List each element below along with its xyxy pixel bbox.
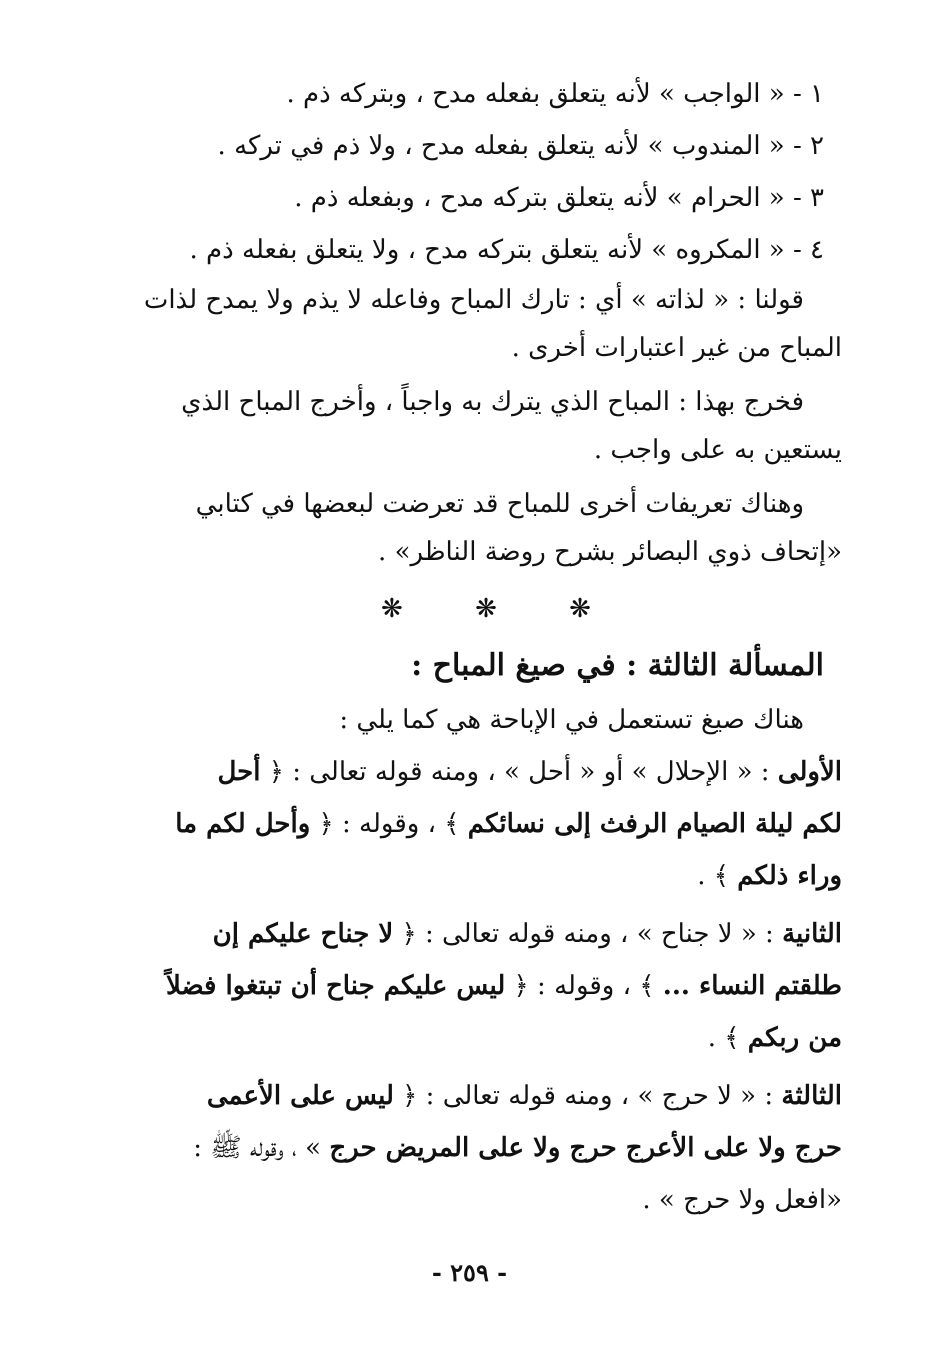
- asterism-glyph: ❋: [569, 594, 591, 624]
- list-item: ٢ - « المندوب » لأنه يتعلق بفعله مدح ، ولا ذم في تركه .: [217, 131, 824, 161]
- quran-text: لا جناح عليكم إن: [212, 919, 394, 949]
- form-text: ﴾ ، وقوله : ﴿: [310, 809, 468, 839]
- form-text: ﴾ ، وقوله : ﴿: [505, 971, 663, 1001]
- form-text: : « لا حرج » ، ومنه قوله تعالى : ﴿: [393, 1081, 782, 1111]
- paragraph-line: [130, 1070, 842, 1122]
- paragraph-line: المباح من غير اعتبارات أخرى .: [511, 333, 842, 363]
- intro-line: هناك صيغ تستعمل في الإباحة هي كما يلي :: [339, 705, 804, 735]
- asterism-glyph: ❋: [475, 594, 497, 624]
- quran-text: أحل: [217, 757, 261, 787]
- paragraph-line: فخرج بهذا : المباح الذي يترك به واجباً ، وأخرج المباح الذي: [181, 387, 804, 417]
- paragraph-line: «إتحاف ذوي البصائر بشرح روضة الناظر» .: [378, 537, 842, 567]
- paragraph-line: [130, 746, 842, 798]
- page-body: [130, 68, 842, 1232]
- form-second: [130, 908, 842, 1064]
- form-third: [130, 1070, 842, 1226]
- quran-text: ليس عليكم جناح أن تبتغوا فضلاً: [165, 971, 506, 1001]
- form-first: [130, 746, 842, 902]
- list-item: ٤ - « المكروه » لأنه يتعلق بتركه مدح ، ولا يتعلق بفعله ذم .: [189, 235, 824, 265]
- quran-text: حرج ولا على الأعرج حرج ولا على المريض حرج: [329, 1133, 842, 1163]
- paragraph-wahunak: [130, 480, 842, 576]
- form-text: » ، وقوله ﷺ :: [193, 1133, 330, 1163]
- form-label: الثالثة: [781, 1081, 842, 1111]
- page-number: - ٢٥٩ -: [431, 1258, 508, 1287]
- paragraph-lidhatihi: [130, 276, 842, 372]
- form-label: الأولى: [777, 757, 842, 787]
- paragraph-line: يستعين به على واجب .: [593, 435, 842, 465]
- paragraph-line: [130, 1012, 842, 1064]
- paragraph-line: وهناك تعريفات أخرى للمباح قد تعرضت لبعضها في كتابي: [195, 489, 804, 519]
- paragraph-line: [130, 960, 842, 1012]
- paragraph-line: [130, 850, 842, 902]
- form-text: ﴾ .: [697, 861, 738, 891]
- paragraph-line: [130, 908, 842, 960]
- quran-text: وراء ذلكم: [737, 861, 842, 891]
- form-text: : « الإحلال » أو « أحل » ، ومنه قوله تعالى : ﴿: [260, 757, 778, 787]
- quran-text: ليس على الأعمى: [206, 1081, 394, 1111]
- section-separator: [130, 584, 842, 634]
- form-text: : « لا جناح » ، ومنه قوله تعالى : ﴿: [393, 919, 783, 949]
- paragraph-fakharaja: [130, 378, 842, 474]
- list-item: ١ - « الواجب » لأنه يتعلق بفعله مدح ، وبتركه ذم .: [286, 79, 824, 109]
- list-item: ٣ - « الحرام » لأنه يتعلق بتركه مدح ، وبفعله ذم .: [294, 183, 824, 213]
- paragraph-line: [130, 1122, 842, 1174]
- section-heading: المسألة الثالثة : في صيغ المباح :: [411, 648, 824, 683]
- quran-text: طلقتم النساء ...: [662, 971, 842, 1001]
- paragraph-line: قولنا : « لذاته » أي : تارك المباح وفاعله لا يذم ولا يمدح لذات: [143, 285, 804, 315]
- quran-text: وأحل لكم ما: [175, 809, 311, 839]
- asterism-glyph: ❋: [381, 594, 403, 624]
- form-text: ﴾ .: [707, 1023, 748, 1053]
- form-label: الثانية: [782, 919, 842, 949]
- quran-text: لكم ليلة الصيام الرفث إلى نسائكم: [467, 809, 842, 839]
- paragraph-line: [130, 798, 842, 850]
- paragraph-line: «افعل ولا حرج » .: [642, 1185, 842, 1215]
- quran-text: من ربكم: [747, 1023, 842, 1053]
